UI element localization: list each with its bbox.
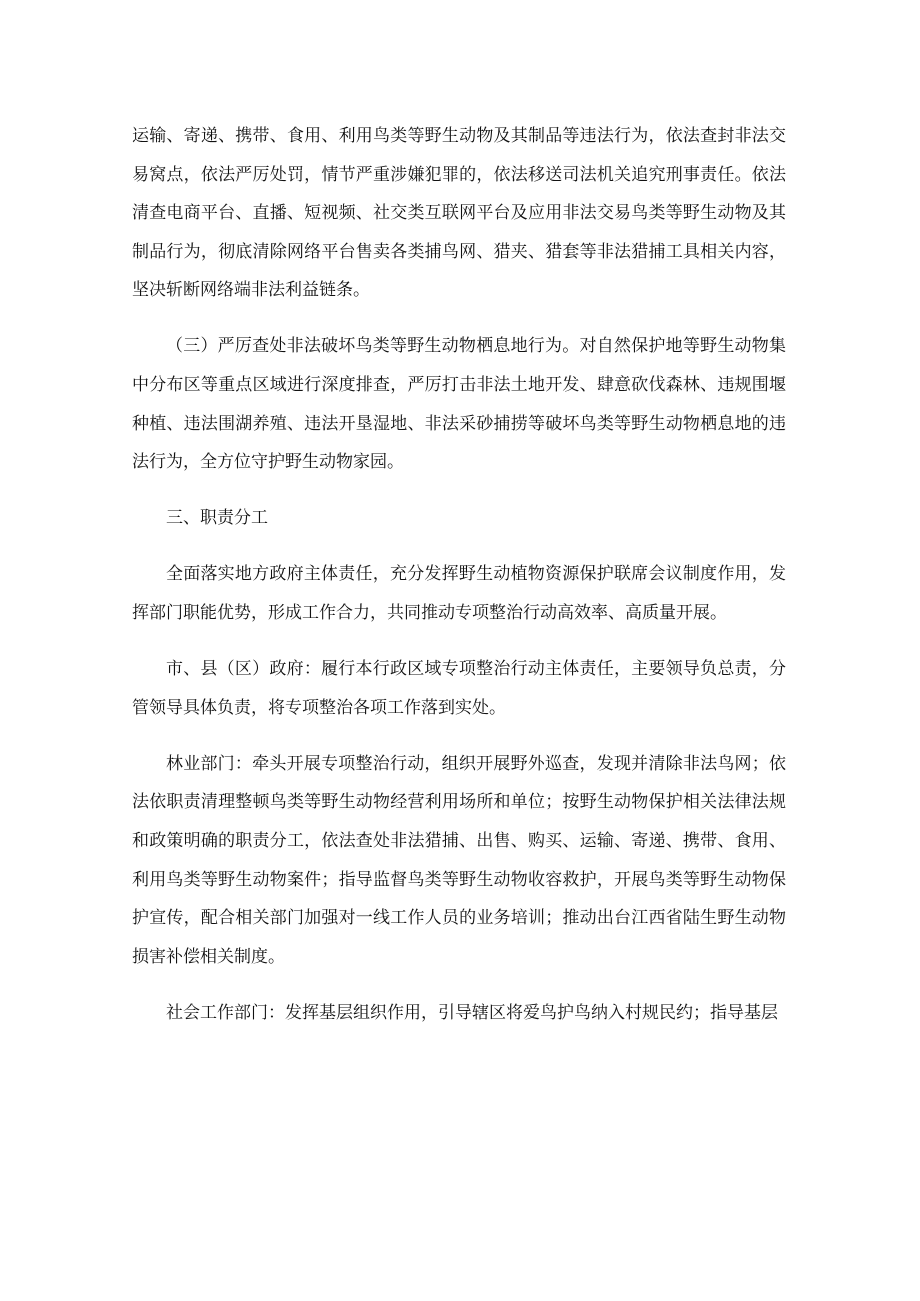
paragraph-overall-responsibility: 全面落实地方政府主体责任，充分发挥野生动植物资源保护联席会议制度作用，发挥部门职能优势，形成工作合力，共同推动专项整治行动高效率、高质量开展。 bbox=[132, 564, 786, 624]
paragraph-illegal-trade-continued: 运输、寄递、携带、食用、利用鸟类等野生动物及其制品等违法行为，依法查封非法交易窝点，依法严厉处罚，情节严重涉嫌犯罪的，依法移送司法机关追究刑事责任。依法清查电商平台、直播、短视频、社交类互联网平台及应用非法交易鸟类等野生动物及其制品行为，彻底清除网络平台售卖各类捕鸟网、猎夹、猎套等非法猎捕工具相关内容，坚决斩断网络端非法利益链条。 bbox=[132, 126, 786, 301]
document-body bbox=[132, 117, 786, 1050]
section-heading-responsibilities: 三、职责分工 bbox=[166, 508, 268, 529]
paragraph-social-work-department: 社会工作部门：发挥基层组织作用，引导辖区将爱鸟护鸟纳入村规民约；指导基层 bbox=[166, 1002, 778, 1023]
paragraph-city-county-government: 市、县（区）政府：履行本行政区域专项整治行动主体责任，主要领导负总责，分管领导具体负责，将专项整治各项工作落到实处。 bbox=[132, 659, 786, 718]
paragraph-forestry-department: 林业部门：牵头开展专项整治行动，组织开展野外巡查，发现并清除非法鸟网；依法依职责清理整顿鸟类等野生动物经营利用场所和单位；按野生动物保护相关法律法规和政策明确的职责分工，依法查处非法猎捕、出售、购买、运输、寄递、携带、食用、利用鸟类等野生动物案件；指导监督鸟类等野生动物收容救护，开展鸟类等野生动物保护宣传，配合相关部门加强对一线工作人员的业务培训；推动出台江西省陆生野生动物损害补偿相关制度。 bbox=[132, 753, 786, 967]
paragraph-habitat-crackdown: （三）严厉查处非法破坏鸟类等野生动物栖息地行为。对自然保护地等野生动物集中分布区等重点区域进行深度排查，严厉打击非法土地开发、肆意砍伐森林、违规围堰种植、违法围湖养殖、违法开垦湿地、非法采砂捕捞等破坏鸟类等野生动物栖息地的违法行为，全方位守护野生动物家园。 bbox=[132, 336, 786, 473]
